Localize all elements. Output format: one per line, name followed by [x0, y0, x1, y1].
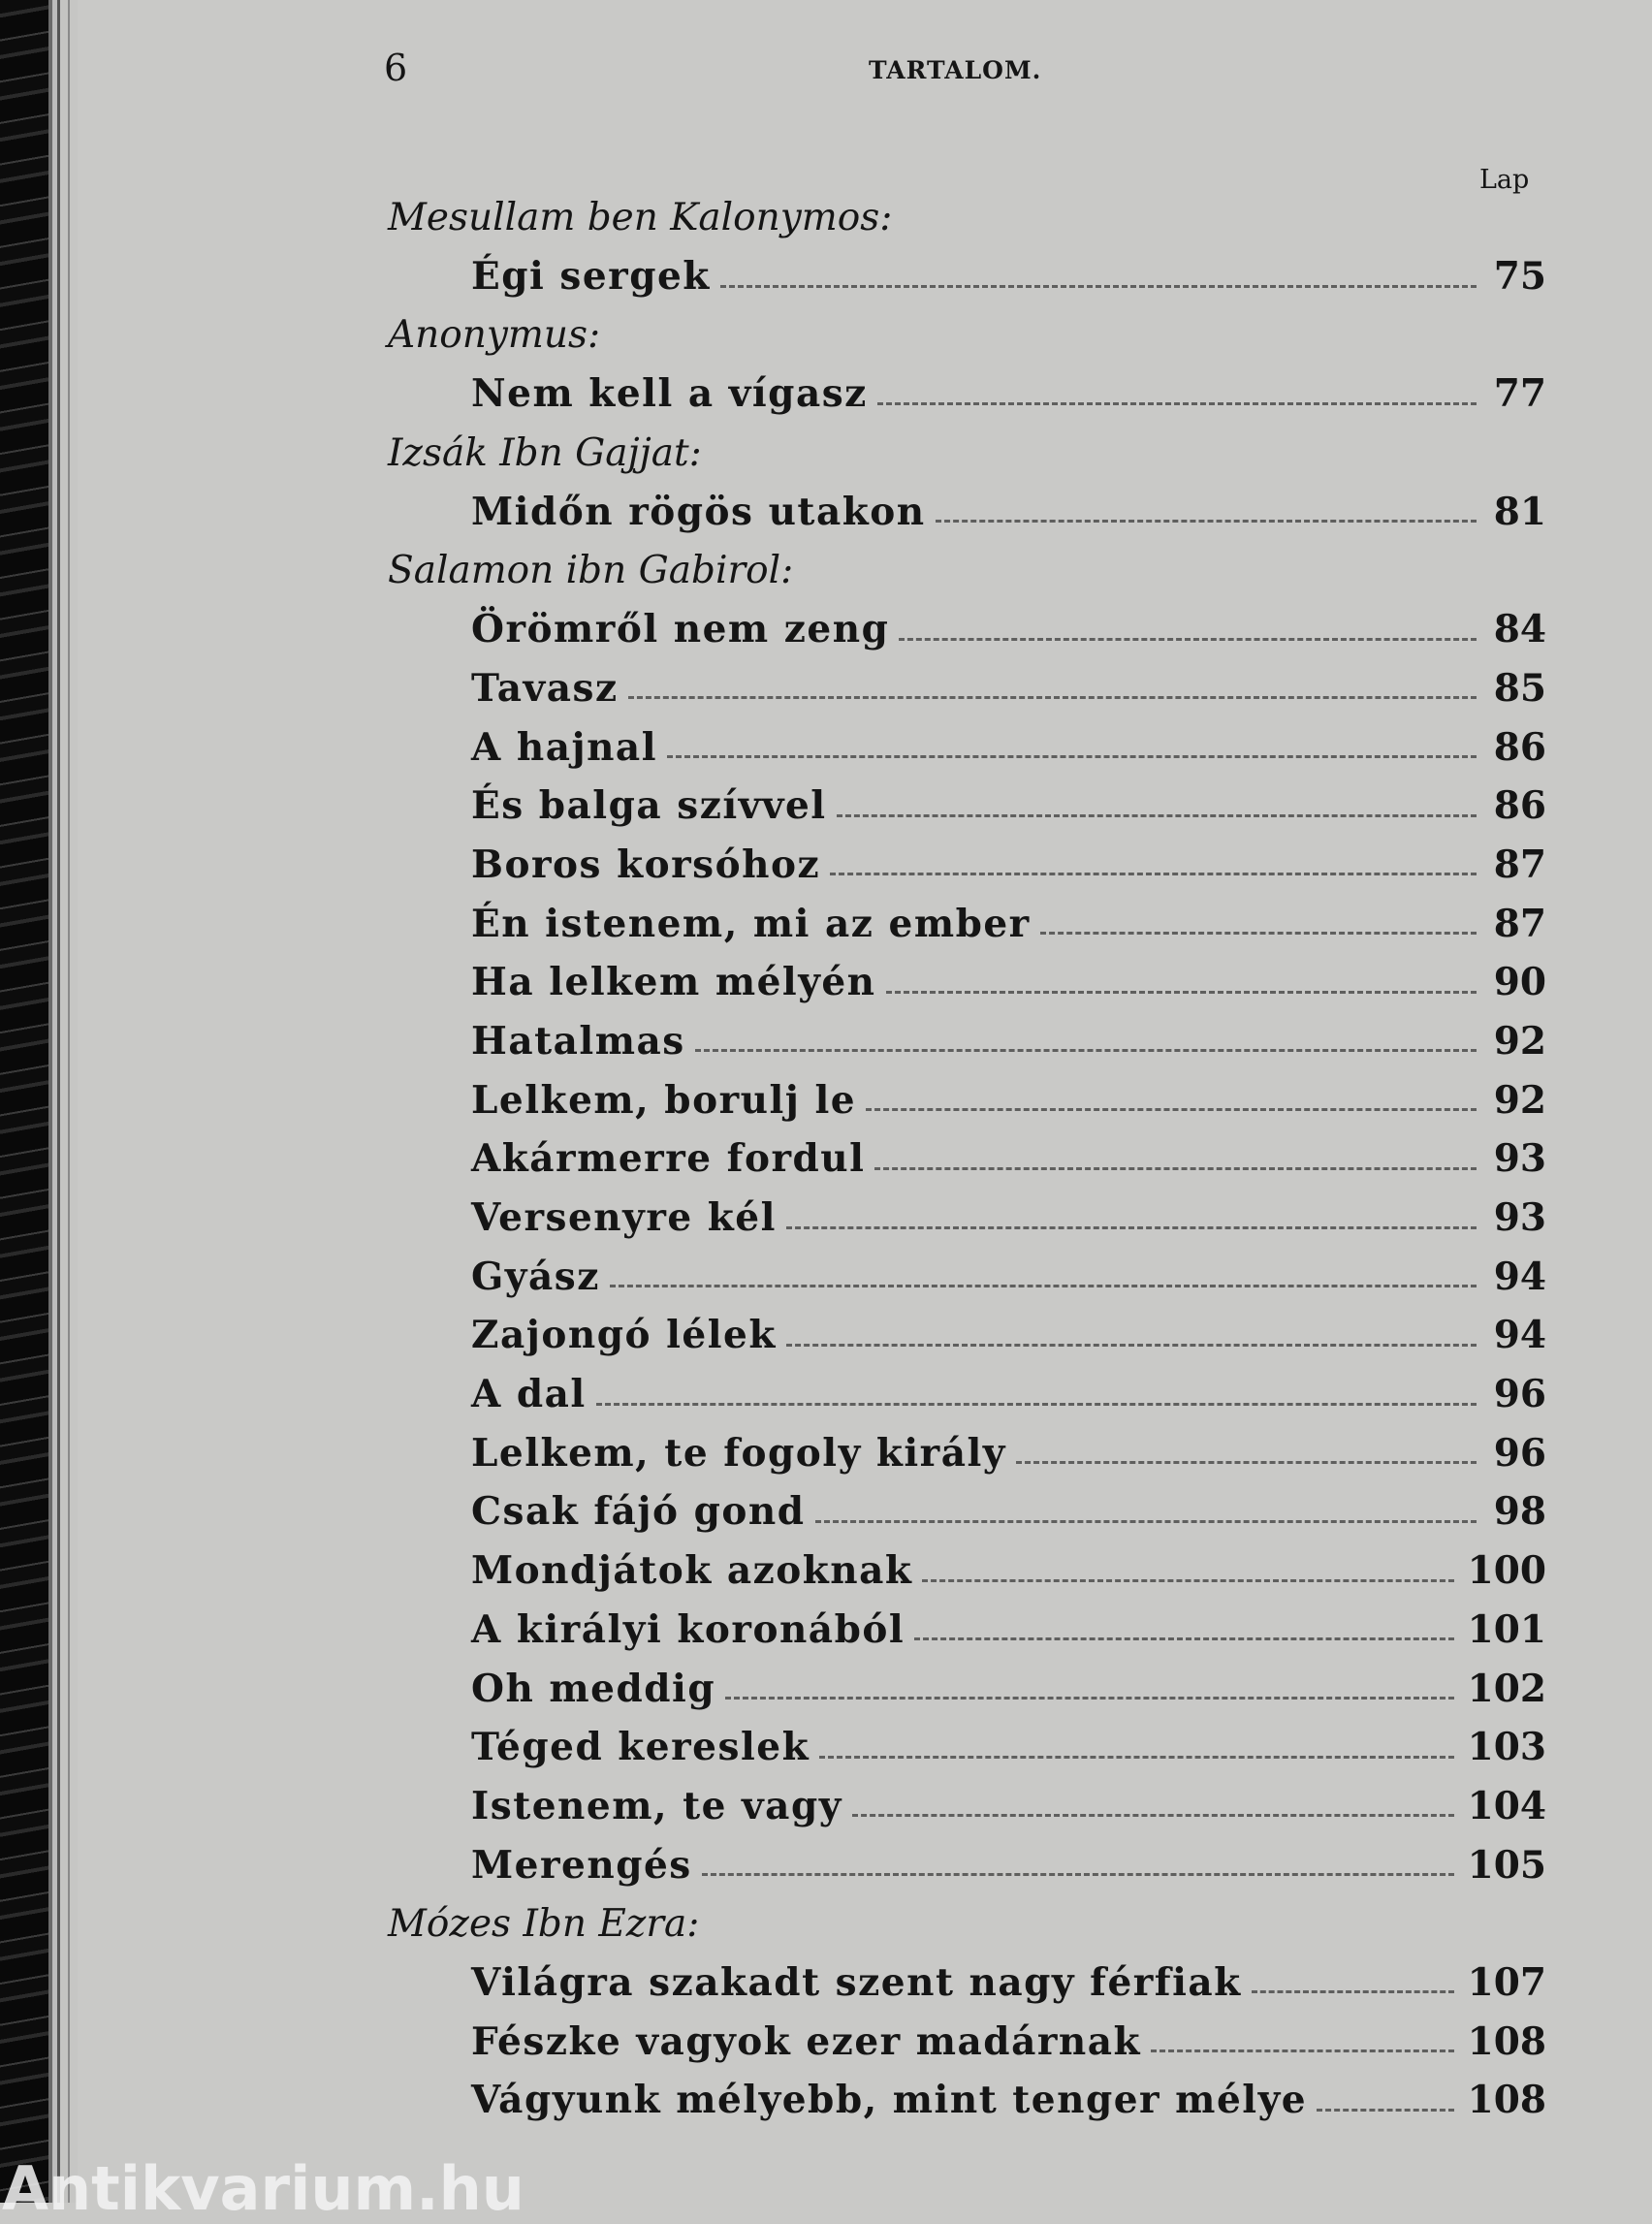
toc-author-heading [388, 188, 1546, 247]
entry-page-number: 101 [1467, 1606, 1546, 1652]
author-name: Mesullam ben Kalonymos: [388, 195, 893, 239]
toc-author-heading [388, 424, 1546, 483]
dot-leader [1040, 932, 1477, 935]
entry-page-number: 105 [1467, 1842, 1546, 1888]
entry-title: Boros korsóhoz [471, 842, 821, 887]
entry-page-number: 77 [1493, 371, 1546, 417]
toc-entry [388, 1835, 1546, 1894]
toc-author-heading [388, 541, 1546, 600]
entry-title: Midőn rögös utakon [471, 489, 926, 534]
toc-entry [388, 1189, 1546, 1248]
entry-page-number: 100 [1467, 1548, 1546, 1594]
entry-page-number: 96 [1493, 1430, 1546, 1476]
entry-title: Világra szakadt szent nagy férfiak [471, 1959, 1242, 2005]
toc-entry [388, 1954, 1546, 2013]
dot-leader [610, 1285, 1477, 1287]
entry-page-number: 84 [1493, 607, 1546, 652]
running-title: TARTALOM. [869, 56, 1042, 84]
dot-leader [1016, 1461, 1477, 1464]
dot-leader [922, 1579, 1453, 1582]
dot-leader [899, 638, 1477, 641]
page-header [384, 47, 1547, 95]
entry-title: Lelkem, te fogoly király [471, 1430, 1006, 1476]
author-name: Salamon ibn Gabirol: [388, 548, 794, 592]
page-column-label: Lap [1479, 165, 1530, 195]
dot-leader [786, 1226, 1477, 1229]
dot-leader [874, 1167, 1477, 1170]
toc-entry [388, 894, 1546, 953]
entry-title: Lelkem, borulj le [471, 1077, 857, 1123]
dot-leader [628, 696, 1477, 699]
entry-page-number: 87 [1493, 901, 1546, 946]
toc-entry [388, 1777, 1546, 1836]
dot-leader [1151, 2049, 1454, 2052]
entry-title: Tavasz [471, 665, 619, 711]
toc-entry [388, 1070, 1546, 1129]
author-name: Mózes Ibn Ezra: [388, 1901, 700, 1946]
toc-entry [388, 953, 1546, 1012]
entry-title: Téged kereslek [471, 1725, 810, 1770]
entry-page-number: 98 [1493, 1489, 1546, 1535]
dot-leader [1252, 1990, 1454, 1993]
entry-title: Ha lelkem mélyén [471, 960, 876, 1005]
entry-page-number: 90 [1493, 960, 1546, 1005]
entry-page-number: 93 [1493, 1195, 1546, 1241]
dot-leader [667, 755, 1477, 758]
entry-title: Akármerre fordul [471, 1136, 866, 1182]
entry-title: Vágyunk mélyebb, mint tenger mélye [471, 2078, 1308, 2123]
dot-leader [720, 285, 1477, 288]
entry-page-number: 96 [1493, 1372, 1546, 1417]
entry-title: Oh meddig [471, 1666, 716, 1711]
toc-entry [388, 482, 1546, 541]
dot-leader [830, 873, 1477, 875]
entry-title: Én istenem, mi az ember [471, 901, 1031, 946]
table-of-contents [388, 188, 1546, 2130]
entry-title: Gyász [471, 1254, 600, 1299]
toc-entry [388, 600, 1546, 659]
entry-page-number: 94 [1493, 1254, 1546, 1299]
toc-entry [388, 1718, 1546, 1777]
entry-title: A dal [471, 1372, 587, 1417]
dot-leader [695, 1049, 1477, 1052]
entry-title: Fészke vagyok ezer madárnak [471, 2018, 1142, 2064]
dot-leader [702, 1873, 1454, 1876]
entry-page-number: 75 [1493, 254, 1546, 300]
entry-page-number: 86 [1493, 724, 1546, 770]
toc-author-heading [388, 305, 1546, 365]
entry-title: Örömről nem zeng [471, 607, 890, 652]
entry-title: A királyi koronából [471, 1606, 905, 1652]
author-name: Anonymus: [388, 313, 601, 358]
dot-leader [786, 1344, 1477, 1347]
dot-leader [815, 1520, 1477, 1523]
toc-entry [388, 777, 1546, 836]
entry-page-number: 87 [1493, 842, 1546, 887]
dot-leader [852, 1814, 1454, 1817]
author-name: Izsák Ibn Gajjat: [388, 430, 702, 475]
entry-page-number: 103 [1467, 1725, 1546, 1770]
entry-page-number: 92 [1493, 1077, 1546, 1123]
dot-leader [596, 1403, 1477, 1406]
page-number: 6 [384, 47, 408, 89]
entry-title: Égi sergek [471, 254, 711, 300]
entry-page-number: 86 [1493, 783, 1546, 829]
entry-title: Mondjátok azoknak [471, 1548, 913, 1594]
entry-title: És balga szívvel [471, 783, 827, 829]
toc-entry [388, 1423, 1546, 1482]
toc-entry [388, 2012, 1546, 2071]
entry-title: Csak fájó gond [471, 1489, 806, 1535]
entry-page-number: 92 [1493, 1018, 1546, 1064]
entry-title: A hajnal [471, 724, 658, 770]
entry-title: Merengés [471, 1842, 692, 1888]
dot-leader [819, 1756, 1453, 1759]
watermark: Antikvarium.hu [2, 2153, 524, 2224]
dot-leader [914, 1637, 1453, 1640]
dot-leader [837, 814, 1477, 817]
toc-entry [388, 836, 1546, 895]
toc-entry [388, 659, 1546, 718]
dot-leader [936, 520, 1477, 523]
toc-entry [388, 1365, 1546, 1424]
entry-page-number: 81 [1493, 489, 1546, 534]
toc-entry [388, 247, 1546, 306]
entry-page-number: 93 [1493, 1136, 1546, 1182]
dot-leader [886, 991, 1477, 994]
entry-page-number: 108 [1467, 2018, 1546, 2064]
toc-entry [388, 1601, 1546, 1660]
entry-page-number: 102 [1467, 1666, 1546, 1711]
toc-entry [388, 1541, 1546, 1601]
entry-title: Zajongó lélek [471, 1313, 777, 1358]
entry-title: Istenem, te vagy [471, 1783, 842, 1828]
toc-entry [388, 1306, 1546, 1365]
entry-page-number: 108 [1467, 2078, 1546, 2123]
toc-entry [388, 1482, 1546, 1541]
entry-page-number: 104 [1467, 1783, 1546, 1828]
page-edge [48, 0, 78, 2203]
entry-page-number: 94 [1493, 1313, 1546, 1358]
entry-page-number: 107 [1467, 1959, 1546, 2005]
entry-title: Nem kell a vígasz [471, 371, 868, 417]
toc-entry [388, 717, 1546, 777]
toc-entry [388, 365, 1546, 424]
toc-entry [388, 1012, 1546, 1071]
dot-leader [725, 1697, 1453, 1700]
dot-leader [1317, 2109, 1454, 2112]
entry-title: Versenyre kél [471, 1195, 777, 1241]
book-spine [0, 0, 48, 2203]
toc-author-heading [388, 1894, 1546, 1954]
dot-leader [877, 402, 1477, 405]
toc-entry [388, 1129, 1546, 1189]
toc-entry [388, 1247, 1546, 1306]
toc-entry [388, 2071, 1546, 2130]
dot-leader [866, 1108, 1477, 1111]
toc-entry [388, 1659, 1546, 1718]
entry-title: Hatalmas [471, 1018, 685, 1064]
entry-page-number: 85 [1493, 665, 1546, 711]
